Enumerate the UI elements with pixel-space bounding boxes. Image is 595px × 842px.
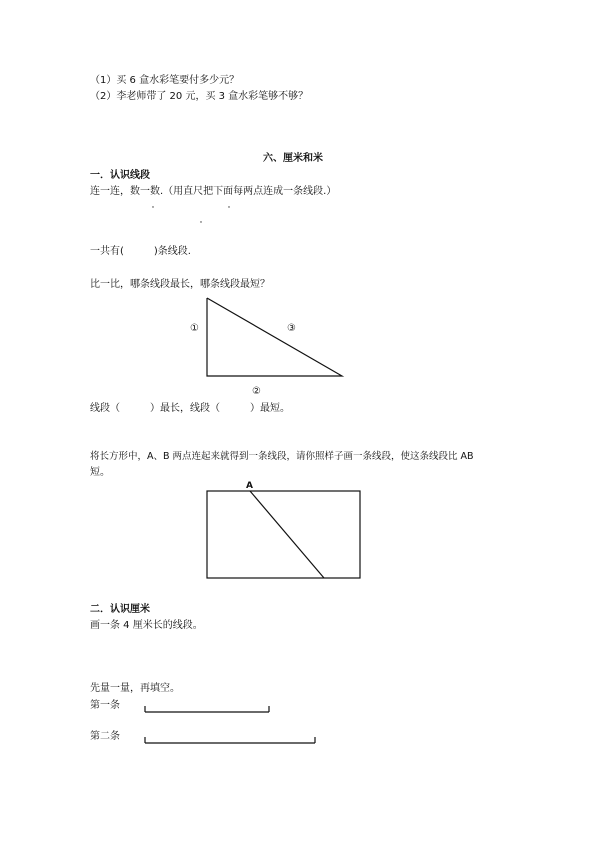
second-measure-segment <box>145 737 315 743</box>
rectangle <box>207 491 360 578</box>
section-1-heading: 一．认识线段 <box>90 170 150 181</box>
measure-prompt: 先量一量，再填空。 <box>90 683 180 694</box>
section-2-heading: 二．认识厘米 <box>90 604 150 615</box>
right-triangle <box>207 298 342 376</box>
draw-4cm-task: 画一条 4 厘米长的线段。 <box>90 620 203 631</box>
question-2: （2）李老师带了 20 元，买 3 盒水彩笔够不够？ <box>90 91 309 102</box>
rectangle-task-line-1: 将长方形中，A、B 两点连起来就得到一条线段，请你照样子画一条线段，使这条线段比 AB <box>90 451 474 462</box>
segment-label-2: ② <box>252 386 261 397</box>
segment-count-line: 一共有( )条线段. <box>90 246 191 257</box>
dot-point <box>152 206 153 207</box>
rectangle-task-line-2: 短。 <box>90 467 110 478</box>
compare-prompt: 比一比，哪条线段最长，哪条线段最短？ <box>90 279 270 290</box>
segment-label-3: ③ <box>287 323 296 334</box>
point-a-label: A <box>246 481 253 491</box>
chapter-title: 六、厘米和米 <box>263 153 323 164</box>
segment-label-1: ① <box>190 323 199 334</box>
question-1: （1）买 6 盒水彩笔要付多少元？ <box>90 75 240 86</box>
first-segment-label: 第一条 <box>90 700 120 711</box>
dot-point <box>200 221 201 222</box>
first-measure-segment <box>145 706 269 712</box>
dot-point <box>228 206 229 207</box>
segment-ab <box>250 491 324 578</box>
second-segment-label: 第二条 <box>90 731 120 742</box>
connect-instruction: 连一连，数一数.（用直尺把下面每两点连成一条线段.） <box>90 186 337 197</box>
longest-shortest-answer-line: 线段（ ）最长，线段（ ）最短。 <box>90 403 290 414</box>
